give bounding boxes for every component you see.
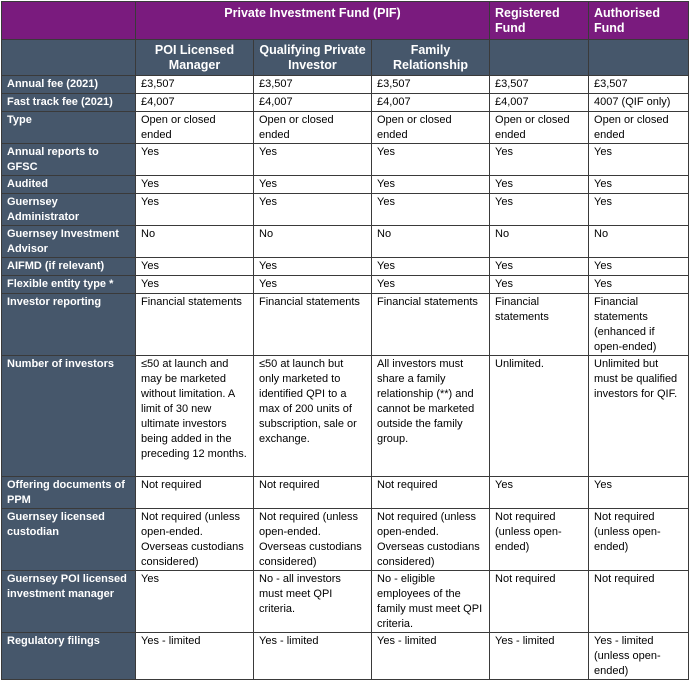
table-cell: Financial statements <box>136 294 254 356</box>
table-cell: Yes - limited <box>490 633 589 680</box>
table-cell: Not required <box>136 477 254 509</box>
table-row <box>2 226 689 258</box>
table-cell: Not required (unless open-ended. Overseas custodians considered) <box>372 509 490 571</box>
row-label: Annual fee (2021) <box>2 76 136 94</box>
table-cell: Yes <box>589 144 689 176</box>
table-cell: Yes <box>490 258 589 276</box>
row-label: Type <box>2 112 136 144</box>
table-cell: Unlimited. <box>490 356 589 477</box>
table-cell: Yes - limited <box>136 633 254 680</box>
header-pif: Private Investment Fund (PIF) <box>136 2 490 40</box>
fund-comparison <box>1 1 689 680</box>
table-row <box>2 633 689 680</box>
table-row <box>2 509 689 571</box>
table-cell: £4,007 <box>372 94 490 112</box>
table-cell: Yes <box>136 176 254 194</box>
table-body <box>2 76 689 680</box>
row-label: Number of investors <box>2 356 136 477</box>
table-cell: Financial statements <box>372 294 490 356</box>
row-label: Guernsey Investment Advisor <box>2 226 136 258</box>
table-cell: Open or closed ended <box>589 112 689 144</box>
table-cell: Yes <box>136 571 254 633</box>
row-label: Guernsey Administrator <box>2 194 136 226</box>
table-cell: Yes <box>589 176 689 194</box>
table-cell: No <box>136 226 254 258</box>
table-cell: Yes <box>490 144 589 176</box>
table-cell: Yes <box>372 176 490 194</box>
table-row <box>2 144 689 176</box>
table-cell: ≤50 at launch but only marketed to identified QPI to a max of 200 units of subscription, sale or exchange. <box>254 356 372 477</box>
table-cell: ≤50 at launch and may be marketed without limitation. A limit of 30 new ultimate investors being added in the preceding 12 months. <box>136 356 254 477</box>
table-cell: Open or closed ended <box>136 112 254 144</box>
table-cell: Open or closed ended <box>254 112 372 144</box>
table-cell: Yes <box>490 276 589 294</box>
row-label: Regulatory filings <box>2 633 136 680</box>
table-cell: Yes <box>372 276 490 294</box>
row-label: Annual reports to GFSC <box>2 144 136 176</box>
table-row <box>2 258 689 276</box>
table-cell: Unlimited but must be qualified investors for QIF. <box>589 356 689 477</box>
table-cell: Yes <box>136 276 254 294</box>
header-corner <box>2 2 136 40</box>
row-label: Guernsey licensed custodian <box>2 509 136 571</box>
table-cell: Financial statements <box>254 294 372 356</box>
subheader-family: Family Relationship <box>372 40 490 76</box>
row-label: Offering documents of PPM <box>2 477 136 509</box>
table-cell: Not required (unless open-ended) <box>589 509 689 571</box>
table-cell: Not required <box>372 477 490 509</box>
table-cell: Not required <box>589 571 689 633</box>
table-cell: £4,007 <box>254 94 372 112</box>
table-row <box>2 176 689 194</box>
header-registered: Registered Fund <box>490 2 589 40</box>
table-row <box>2 356 689 477</box>
table-cell: Yes <box>589 477 689 509</box>
table-cell: No - eligible employees of the family must meet QPI criteria. <box>372 571 490 633</box>
table-cell: Yes <box>589 258 689 276</box>
header-row <box>2 2 689 40</box>
table-cell: Yes <box>254 258 372 276</box>
table-cell: Not required (unless open-ended) <box>490 509 589 571</box>
row-label: Flexible entity type * <box>2 276 136 294</box>
table-cell: Yes <box>372 258 490 276</box>
table-cell: No <box>254 226 372 258</box>
table-cell: Yes <box>490 477 589 509</box>
row-label: Fast track fee (2021) <box>2 94 136 112</box>
table-cell: Financial statements <box>490 294 589 356</box>
table-cell: Yes <box>589 276 689 294</box>
table-cell: Financial statements (enhanced if open-ended) <box>589 294 689 356</box>
table-row <box>2 477 689 509</box>
table-cell: Yes - limited <box>254 633 372 680</box>
table-row <box>2 94 689 112</box>
table-row <box>2 76 689 94</box>
table-cell: Not required (unless open-ended. Overseas custodians considered) <box>254 509 372 571</box>
table-cell: Yes <box>372 144 490 176</box>
table-cell: £4,007 <box>136 94 254 112</box>
row-label: AIFMD (if relevant) <box>2 258 136 276</box>
table-cell: Yes <box>254 176 372 194</box>
table-cell: Open or closed ended <box>490 112 589 144</box>
header-authorised: Authorised Fund <box>589 2 689 40</box>
table-cell: £3,507 <box>372 76 490 94</box>
table-cell: Yes <box>490 194 589 226</box>
table-cell: No - all investors must meet QPI criteria. <box>254 571 372 633</box>
fund-comparison-table <box>1 1 689 680</box>
table-cell: Yes <box>136 194 254 226</box>
subheader-row <box>2 40 689 76</box>
row-label: Investor reporting <box>2 294 136 356</box>
table-cell: Yes <box>490 176 589 194</box>
table-cell: All investors must share a family relationship (**) and cannot be marketed outside the family group. <box>372 356 490 477</box>
table-cell: Yes - limited <box>372 633 490 680</box>
table-cell: £3,507 <box>254 76 372 94</box>
table-cell: £4,007 <box>490 94 589 112</box>
table-cell: Not required <box>254 477 372 509</box>
subheader-qpi: Qualifying Private Investor <box>254 40 372 76</box>
table-cell: £3,507 <box>136 76 254 94</box>
table-cell: Yes <box>372 194 490 226</box>
table-row <box>2 571 689 633</box>
table-cell: 4007 (QIF only) <box>589 94 689 112</box>
subheader-corner <box>2 40 136 76</box>
table-row <box>2 276 689 294</box>
table-cell: Yes <box>254 276 372 294</box>
subheader-registered <box>490 40 589 76</box>
table-cell: Yes <box>589 194 689 226</box>
table-cell: Open or closed ended <box>372 112 490 144</box>
table-cell: £3,507 <box>589 76 689 94</box>
table-cell: Yes - limited (unless open-ended) <box>589 633 689 680</box>
table-cell: £3,507 <box>490 76 589 94</box>
table-cell: No <box>490 226 589 258</box>
table-cell: Yes <box>254 194 372 226</box>
table-cell: No <box>372 226 490 258</box>
table-cell: No <box>589 226 689 258</box>
table-row <box>2 294 689 356</box>
subheader-poi: POI Licensed Manager <box>136 40 254 76</box>
table-cell: Yes <box>136 258 254 276</box>
table-cell: Not required (unless open-ended. Overseas custodians considered) <box>136 509 254 571</box>
table-row <box>2 194 689 226</box>
table-cell: Yes <box>136 144 254 176</box>
row-label: Guernsey POI licensed investment manager <box>2 571 136 633</box>
table-cell: Not required <box>490 571 589 633</box>
subheader-authorised <box>589 40 689 76</box>
table-cell: Yes <box>254 144 372 176</box>
row-label: Audited <box>2 176 136 194</box>
table-row <box>2 112 689 144</box>
